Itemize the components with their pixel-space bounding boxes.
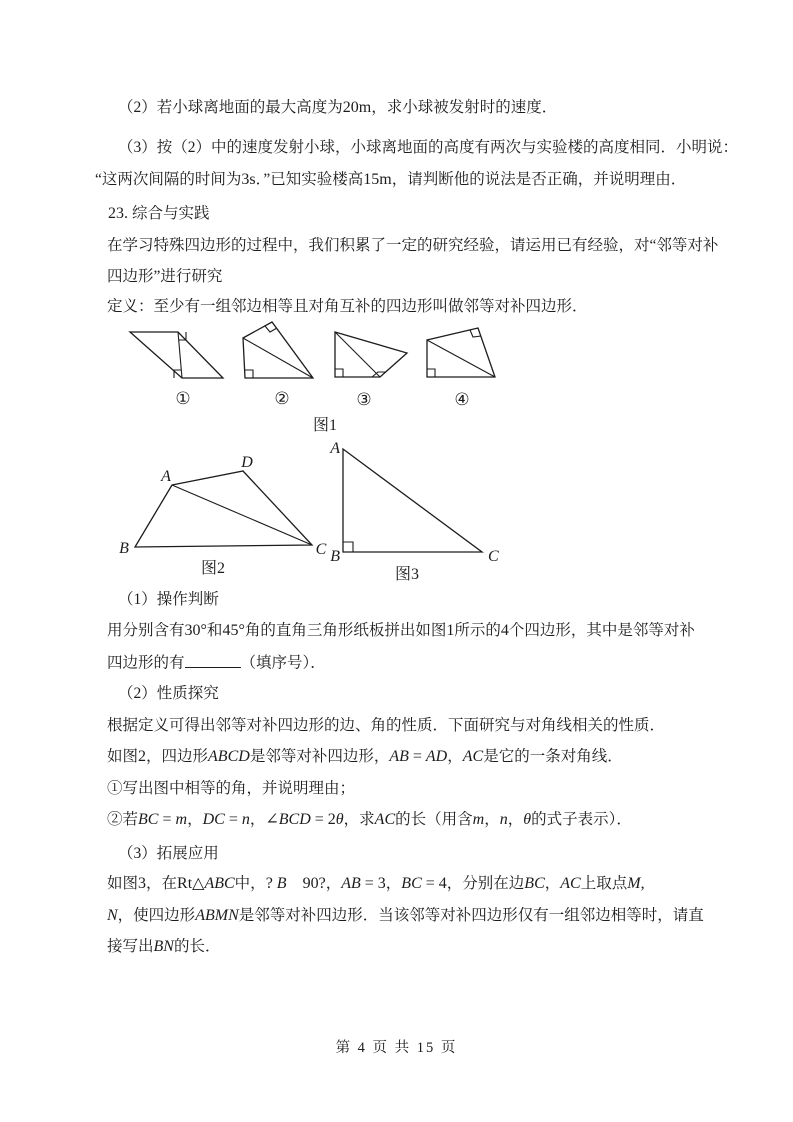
figure-2-and-3 xyxy=(100,440,520,590)
fig2-quadrilateral-abcd xyxy=(119,454,327,577)
right-angle-icon xyxy=(335,369,343,377)
fig3-vertex-a: A xyxy=(330,440,340,457)
text-line-part1-title: （1）操作判断 xyxy=(118,591,219,608)
fig2-caption: 图2 xyxy=(200,560,226,577)
fig3-caption: 图3 xyxy=(394,566,420,583)
text-line-q2: （2）若小球离地面的最大高度为20m，求小球被发射时的速度． xyxy=(118,99,558,116)
text-line-definition: 定义：至少有一组邻边相等且对角互补的四边形叫做邻等对补四边形． xyxy=(107,298,588,315)
text-line-part2-a: 根据定义可得出邻等对补四边形的边、角的性质．下面研究与对角线相关的性质． xyxy=(107,717,666,734)
text-line-part2-b: 如图2，四边形ABCD是邻等对补四边形，AB = AD，AC是它的一条对角线． xyxy=(107,748,623,765)
fig1-label-1: ① xyxy=(175,389,191,408)
text-line-part3-a: 如图3，在Rt△ABC中，? B 90?，AB = 3，BC = 4，分别在边BC，AC上取点M, xyxy=(107,875,645,892)
text-line-intro-b: 四边形”进行研究 xyxy=(107,268,223,285)
fig1-shape-4 xyxy=(427,328,495,377)
text-line-part2-title: （2）性质探究 xyxy=(118,685,219,702)
right-angle-icon xyxy=(245,370,253,378)
text-line-part2-d: ②若BC = m，DC = n，∠BCD = 2θ，求AC的长（用含m，n，θ的式子表示）． xyxy=(107,811,632,828)
text-line-part1-b: 四边形的有 （填序号）． xyxy=(107,651,326,674)
text-line-intro-a: 在学习特殊四边形的过程中，我们积累了一定的研究经验，请运用已有经验，对“邻等对补 xyxy=(107,237,719,254)
fig1-label-3: ③ xyxy=(356,390,372,409)
text-line-part3-c: 接写出BN的长． xyxy=(107,938,221,955)
fig3-vertex-c: C xyxy=(488,548,499,565)
fig3-vertex-b: B xyxy=(330,548,340,565)
fig3-right-triangle-abc xyxy=(329,440,499,583)
text-line-part2-c: ①写出图中相等的角，并说明理由； xyxy=(107,780,356,797)
page-number-footer: 第 4 页 共 15 页 xyxy=(335,1040,458,1056)
text-line-q3b: “这两次间隔的时间为3s．”已知实验楼高15m，请判断他的说法是否正确，并说明理由． xyxy=(95,171,687,188)
fig2-vertex-d: D xyxy=(241,454,253,471)
fig2-vertex-b: B xyxy=(119,540,129,557)
fig1-shape-1 xyxy=(130,332,223,378)
text-line-part1-a: 用分别含有30°和45°角的直角三角形纸板拼出如图1所示的4个四边形，其中是邻等对补 xyxy=(107,622,695,639)
text-line-part3-b: N，使四边形ABMN是邻等对补四边形．当该邻等对补四边形仅有一组邻边相等时，请直 xyxy=(107,907,704,924)
fig1-shape-2 xyxy=(243,322,313,378)
fig2-vertex-c: C xyxy=(315,541,327,558)
fig1-caption: 图1 xyxy=(312,417,338,434)
right-angle-icon xyxy=(427,369,435,377)
figure-1 xyxy=(100,315,560,437)
fig1-label-4: ④ xyxy=(454,390,470,409)
fig1-shape-3 xyxy=(335,332,407,377)
fig2-vertex-a: A xyxy=(161,468,171,485)
fig1-label-2: ② xyxy=(274,389,290,408)
text-line-problem23-title: 23. 综合与实践 xyxy=(108,205,210,222)
text-line-q3a: （3）按（2）中的速度发射小球，小球离地面的高度有两次与实验楼的高度相同．小明说： xyxy=(118,139,739,156)
text-line-part3-title: （3）拓展应用 xyxy=(118,845,219,862)
right-angle-icon xyxy=(343,542,353,552)
